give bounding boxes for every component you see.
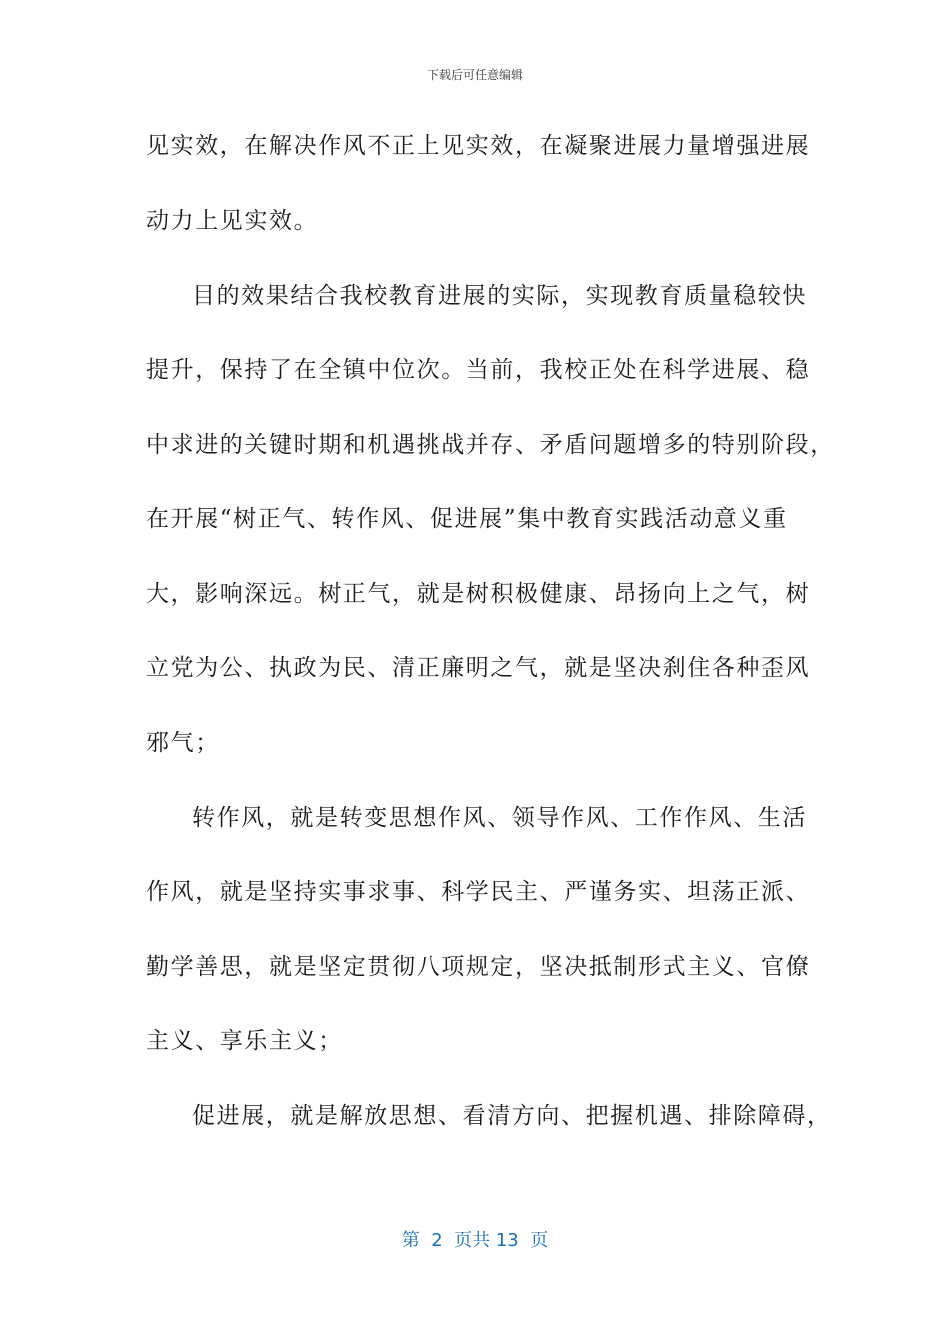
page-number-footer: 第 2 页共 13 页 bbox=[401, 1230, 549, 1251]
body-line-1: 见实效，在解决作风不正上见实效，在凝聚进展力量增强进展 bbox=[146, 133, 811, 159]
body-line-5: 中求进的关键时期和机遇挑战并存、矛盾问题增多的特别阶段， bbox=[146, 432, 835, 458]
body-line-13: 主义、享乐主义； bbox=[146, 1028, 343, 1054]
body-line-6: 在开展“树正气、转作风、促进展”集中教育实践活动意义重 bbox=[146, 506, 788, 532]
body-line-12: 勤学善思，就是坚定贯彻八项规定，坚决抵制形式主义、官僚 bbox=[146, 954, 811, 980]
body-line-2: 动力上见实效。 bbox=[146, 208, 319, 234]
body-line-8: 立党为公、执政为民、清正廉明之气，就是坚决刹住各种歪风 bbox=[146, 655, 811, 681]
body-line-4: 提升，保持了在全镇中位次。当前，我校正处在科学进展、稳 bbox=[146, 357, 811, 383]
body-line-14: 促进展，就是解放思想、看清方向、把握机遇、排除障碍， bbox=[192, 1103, 832, 1129]
header-note: 下载后可任意编辑 bbox=[426, 68, 523, 82]
body-line-9: 邪气； bbox=[146, 730, 220, 756]
body-line-3: 目的效果结合我校教育进展的实际，实现教育质量稳较快 bbox=[192, 283, 807, 309]
body-line-11: 作风，就是坚持实事求事、科学民主、严谨务实、坦荡正派、 bbox=[146, 879, 811, 905]
body-line-7: 大，影响深远。树正气，就是树积极健康、昂扬向上之气，树 bbox=[146, 581, 811, 607]
body-line-10: 转作风，就是转变思想作风、领导作风、工作作风、生活 bbox=[192, 805, 807, 831]
